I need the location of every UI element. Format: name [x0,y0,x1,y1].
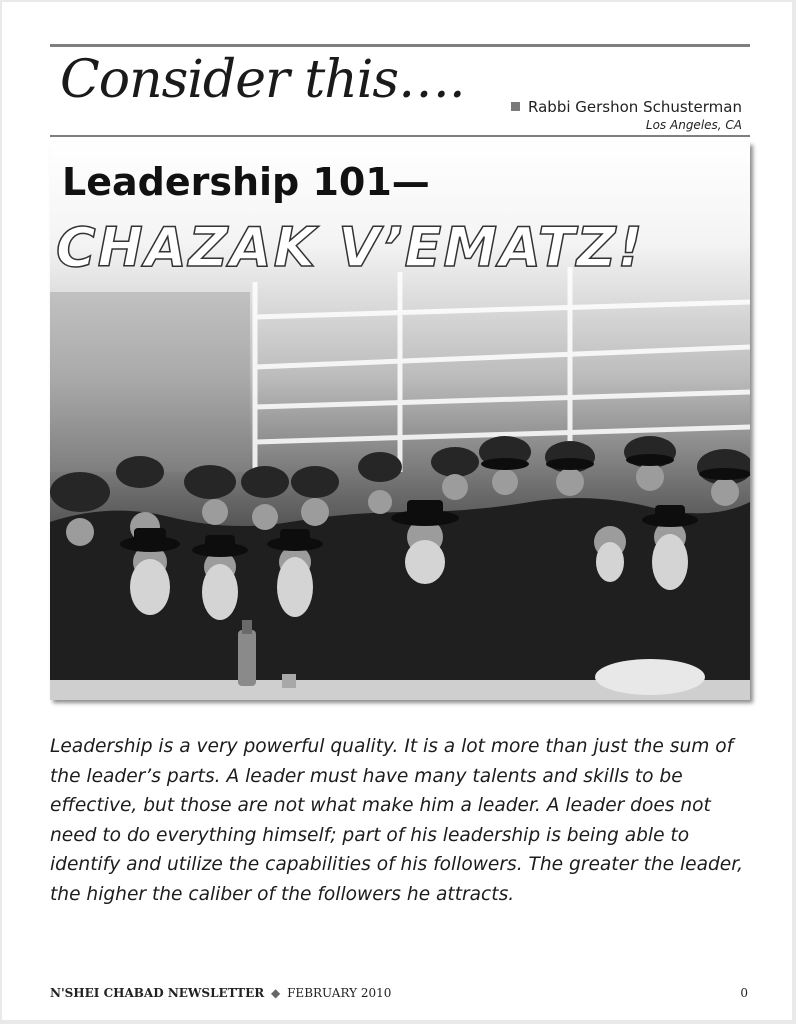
article-photo [50,142,750,700]
page-number: 0 [740,986,748,1000]
article-headline-outline: CHAZAK V’EMATZ! [56,216,645,279]
author-name: Rabbi Gershon Schusterman [528,98,742,116]
author-location: Los Angeles, CA [645,118,742,132]
page-footer [50,986,750,1000]
article-headline: Leadership 101— [62,160,430,204]
header-rule [50,135,750,137]
byline [511,98,742,132]
article-body: Leadership is a very powerful quality. It is a lot more than just the sum of the leader’s parts. A leader must have many talents and skills to be effective, but those are not what make him a leader. A leader does not need to do everything himself; part of his leadership is being able to identify and utilize the capabilities of his followers. The greater the leader, the higher the caliber of the followers he attracts. [50,736,744,905]
diamond-separator-icon: ◆ [271,986,281,1000]
top-rule [50,44,750,47]
publication-name: N'SHEI CHABAD NEWSLETTER [50,986,265,1000]
square-bullet-icon [511,102,520,111]
author-line [511,98,742,116]
section-title: Consider this…. [60,50,465,110]
newsletter-page [2,2,792,1020]
issue-date: FEBRUARY 2010 [287,986,392,1000]
